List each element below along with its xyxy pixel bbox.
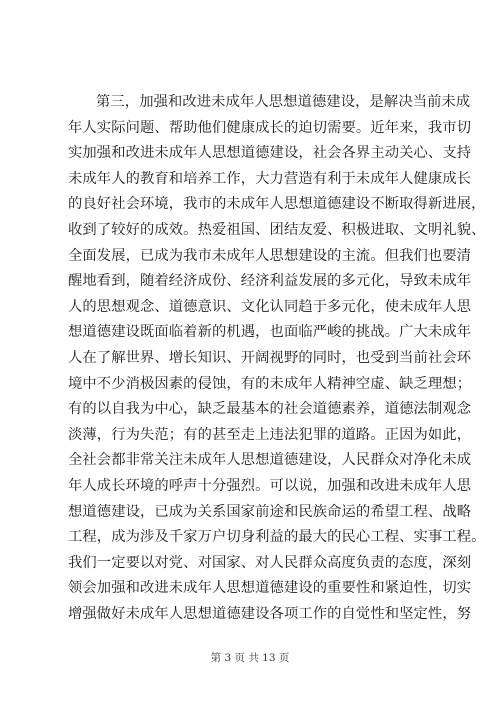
paragraph-line: 领会加强和改进未成年人思想道德建设的重要性和紧迫性，切实	[68, 580, 472, 597]
paragraph-line: 年人成长环境的呼声十分强烈。可以说，加强和改进未成年人思	[68, 477, 472, 494]
paragraph-line: 淡薄，行为失范；有的甚至走上违法犯罪的道路。正因为如此，	[68, 426, 472, 443]
paragraph-line: 未成年人的教育和培养工作，大力营造有利于未成年人健康成长	[68, 170, 472, 187]
paragraph-line: 想道德建设，已成为关系国家前途和民族命运的希望工程、战略	[68, 503, 472, 520]
paragraph-line: 的良好社会环境，我市的未成年人思想道德建设不断取得新进展，	[68, 196, 486, 213]
paragraph-line: 增强做好未成年人思想道德建设各项工作的自觉性和坚定性，努	[68, 605, 472, 622]
page-number-footer: 第 3 页 共 13 页	[210, 652, 290, 664]
paragraph-line: 我们一定要以对党、对国家、对人民群众高度负责的态度，深刻	[68, 554, 472, 571]
paragraph-line: 收到了较好的成效。热爱祖国、团结友爱、积极进取、文明礼貌、	[68, 221, 486, 238]
body-paragraph	[68, 90, 486, 627]
paragraph-line: 想道德建设既面临着新的机遇，也面临严峻的挑战。广大未成年	[68, 324, 472, 341]
paragraph-line: 有的以自我为中心，缺乏最基本的社会道德素养，道德法制观念	[68, 401, 472, 418]
paragraph-line: 年人实际问题、帮助他们健康成长的迫切需要。近年来，我市切	[68, 119, 472, 136]
paragraph-line: 人的思想观念、道德意识、文化认同趋于多元化，使未成年人思	[68, 298, 472, 315]
paragraph-line: 全面发展，已成为我市未成年人思想建设的主流。但我们也要清	[68, 247, 472, 264]
paragraph-line: 全社会都非常关注未成年人思想道德建设，人民群众对净化未成	[68, 452, 472, 469]
paragraph-line: 醒地看到，随着经济成份、经济利益发展的多元化，导致未成年	[68, 273, 472, 290]
paragraph-line: 人在了解世界、增长知识、开阔视野的同时，也受到当前社会环	[68, 349, 472, 366]
paragraph-line: 工程，成为涉及千家万户切身利益的最大的民心工程、实事工程。	[68, 529, 486, 546]
paragraph-line: 境中不少消极因素的侵蚀，有的未成年人精神空虚、缺乏理想；	[68, 375, 472, 392]
paragraph-line: 实加强和改进未成年人思想道德建设，社会各界主动关心、支持	[68, 145, 472, 162]
paragraph-line: 第三，加强和改进未成年人思想道德建设，是解决当前未成	[96, 94, 471, 110]
